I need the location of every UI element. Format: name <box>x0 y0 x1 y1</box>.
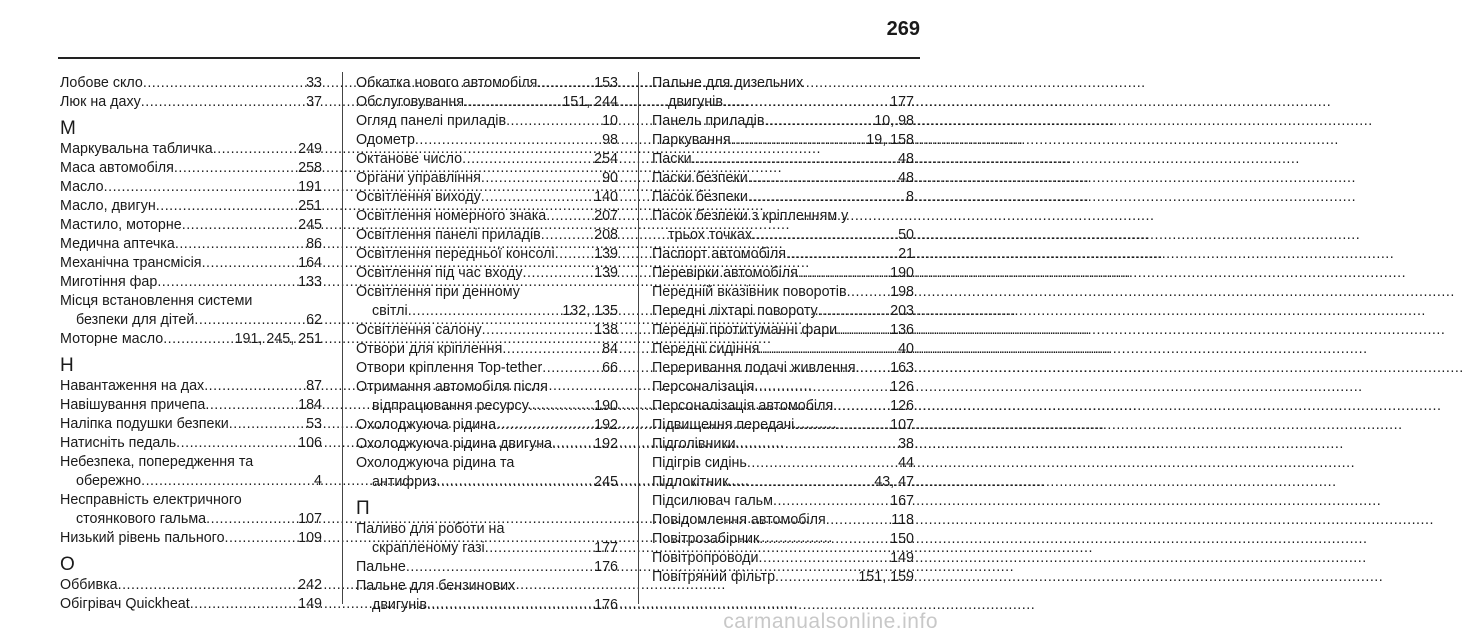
entry-term: Маркувальна табличка <box>60 141 213 157</box>
index-entry <box>356 454 618 492</box>
index-entry <box>652 264 914 283</box>
entry-term: Пальне <box>356 559 406 575</box>
index-entry <box>652 340 914 359</box>
page-reference: 98 <box>602 132 618 148</box>
entry-term: Отримання автомобіля після <box>356 379 548 395</box>
leader-dots <box>847 283 891 302</box>
index-entry <box>652 530 914 549</box>
index-entry <box>356 150 618 169</box>
entry-term: Масло <box>60 179 104 195</box>
page-reference: 109 <box>298 530 322 546</box>
leader-dots <box>502 340 602 359</box>
entry-term: Передні ліхтарі повороту <box>652 303 818 319</box>
page-reference: 48 <box>898 170 914 186</box>
leader-dots <box>427 596 594 615</box>
page-reference: 251 <box>298 198 322 214</box>
index-entry <box>60 254 322 273</box>
leader-dots <box>537 74 594 93</box>
leader-dots <box>202 254 299 273</box>
page-reference: 118 <box>891 512 914 528</box>
entry-term: Люк на даху <box>60 94 141 110</box>
entry-term: Натисніть педаль <box>60 435 177 451</box>
leader-dots <box>485 539 594 558</box>
leader-dots <box>731 131 867 150</box>
leader-dots <box>794 416 890 435</box>
page-reference: 106 <box>298 435 322 451</box>
leader-dots <box>174 159 298 178</box>
leader-dots <box>213 140 298 159</box>
leader-dots <box>529 397 594 416</box>
index-entry <box>60 273 322 292</box>
index-entry <box>356 558 618 577</box>
leader-dots <box>194 311 306 330</box>
page-reference: 177 <box>594 540 618 556</box>
leader-dots <box>141 472 314 491</box>
leader-dots <box>736 435 899 454</box>
page-reference: 62 <box>306 312 322 328</box>
entry-term: обережно <box>76 473 142 489</box>
entry-term: скрапленому газі <box>372 540 485 556</box>
leader-dots <box>176 434 298 453</box>
leader-dots <box>541 226 594 245</box>
leader-dots <box>798 264 890 283</box>
page-number: 269 <box>886 18 920 40</box>
page-reference: 208 <box>594 227 618 243</box>
entry-term: Освітлення при денному <box>356 284 520 300</box>
entry-term: Охолоджуюча рідина та <box>356 455 515 471</box>
section-letter: М <box>60 118 76 139</box>
page-reference: 245 <box>594 474 618 490</box>
page-reference: 151, 244 <box>562 94 618 110</box>
entry-term: Персоналізація автомобіля <box>652 398 834 414</box>
page-reference: 107 <box>890 417 914 433</box>
index-entry <box>652 378 914 397</box>
index-entry <box>60 330 322 349</box>
index-entry <box>356 435 618 454</box>
page-reference: 38 <box>898 436 914 452</box>
page-reference: 140 <box>594 189 618 205</box>
index-entry <box>60 93 322 112</box>
leader-dots <box>759 530 890 549</box>
page-reference: 126 <box>890 398 914 414</box>
page-reference: 184 <box>298 397 322 413</box>
leader-dots <box>163 330 234 349</box>
leader-dots <box>143 74 306 93</box>
section-letter: Н <box>60 355 74 376</box>
leader-dots <box>754 378 890 397</box>
page-reference: 192 <box>594 436 618 452</box>
index-entry <box>652 112 914 131</box>
index-column-2 <box>356 74 618 615</box>
leader-dots <box>692 150 898 169</box>
index-entry <box>356 520 618 558</box>
entry-term: Передні протитуманні фари <box>652 322 838 338</box>
index-entry <box>652 321 914 340</box>
leader-dots <box>826 511 891 530</box>
index-entry <box>652 74 914 112</box>
index-entry <box>652 150 914 169</box>
index-entry <box>652 416 914 435</box>
index-entry <box>356 264 618 283</box>
entry-term: стоянкового гальма <box>76 511 207 527</box>
index-entry <box>60 159 322 178</box>
index-entry <box>652 131 914 150</box>
index-entry <box>60 140 322 159</box>
page-reference: 207 <box>594 208 618 224</box>
entry-term: двигунів <box>372 597 427 613</box>
entry-term: відпрацювання ресурсу <box>372 398 529 414</box>
index-entry <box>356 188 618 207</box>
leader-dots <box>723 93 890 112</box>
entry-term: Навішування причепа <box>60 397 206 413</box>
leader-dots <box>748 188 906 207</box>
page-reference: 48 <box>898 151 914 167</box>
entry-term: Огляд панелі приладів <box>356 113 507 129</box>
entry-term: Повітропроводи <box>652 550 759 566</box>
page-reference: 4 <box>314 473 322 489</box>
index-entry <box>356 245 618 264</box>
page-reference: 249 <box>298 141 322 157</box>
leader-dots <box>837 321 890 340</box>
entry-term: світлі <box>372 303 408 319</box>
entry-term: Освітлення панелі приладів <box>356 227 541 243</box>
entry-term: Переривання подачі живлення <box>652 360 856 376</box>
page-reference: 86 <box>306 236 322 252</box>
entry-term: Отвори для кріплення <box>356 341 503 357</box>
page-reference: 258 <box>298 160 322 176</box>
index-entry <box>60 576 322 595</box>
page-reference: 191, 245, 251 <box>234 331 322 347</box>
column-divider <box>342 72 343 604</box>
entry-term: Паркування <box>652 132 731 148</box>
entry-term: Обкатка нового автомобіля <box>356 75 538 91</box>
index-entry <box>652 435 914 454</box>
page-reference: 40 <box>898 341 914 357</box>
entry-term: Пальне для бензинових <box>356 578 516 594</box>
page-reference: 133 <box>298 274 322 290</box>
leader-dots <box>786 245 898 264</box>
entry-term: Охолоджуюча рідина <box>356 417 497 433</box>
leader-dots <box>406 558 594 577</box>
index-entry <box>652 397 914 416</box>
entry-term: Освітлення виходу <box>356 189 481 205</box>
page-reference: 33 <box>306 75 322 91</box>
entry-term: Повідомлення автомобіля <box>652 512 826 528</box>
entry-term: Повітряний фільтр <box>652 569 776 585</box>
index-entry <box>652 454 914 473</box>
entry-term: Отвори кріплення Top-tether <box>356 360 543 376</box>
page-reference: 153 <box>594 75 618 91</box>
entry-term: Навантаження на дах <box>60 378 205 394</box>
entry-term: Передній вказівник поворотів <box>652 284 847 300</box>
page-reference: 132, 135 <box>562 303 618 319</box>
index-entry <box>356 321 618 340</box>
page-reference: 90 <box>602 170 618 186</box>
index-entry <box>652 169 914 188</box>
entry-term: Наліпка подушки безпеки <box>60 416 229 432</box>
leader-dots <box>856 359 891 378</box>
entry-term: Несправність електричного <box>60 492 242 508</box>
index-entry <box>356 416 618 435</box>
index-column-3 <box>652 74 914 587</box>
entry-term: Медична аптечка <box>60 236 175 252</box>
index-entry <box>60 292 322 330</box>
index-entry <box>60 595 322 614</box>
page-reference: 107 <box>298 511 322 527</box>
leader-dots <box>496 416 594 435</box>
entry-term: Підголівники <box>652 436 736 452</box>
index-entry <box>356 378 618 416</box>
entry-term: Освітлення передньої консолі <box>356 246 555 262</box>
leader-dots <box>728 473 874 492</box>
index-entry <box>652 283 914 302</box>
entry-term: Лобове скло <box>60 75 143 91</box>
index-entry <box>356 74 618 93</box>
entry-term: Пасок безпеки з кріпленням у <box>652 208 849 224</box>
page-reference: 163 <box>890 360 914 376</box>
index-entry <box>652 511 914 530</box>
entry-term: антифриз <box>372 474 437 490</box>
entry-term: Підігрів сидінь <box>652 455 747 471</box>
leader-dots <box>833 397 890 416</box>
leader-dots <box>759 549 891 568</box>
page-reference: 53 <box>306 416 322 432</box>
leader-dots <box>229 415 306 434</box>
index-entry <box>60 434 322 453</box>
page-reference: 8 <box>906 189 914 205</box>
leader-dots <box>104 178 299 197</box>
index-entry <box>60 415 322 434</box>
entry-term: трьох точках <box>668 227 753 243</box>
leader-dots <box>141 93 306 112</box>
entry-term: Підвищення передачі <box>652 417 795 433</box>
leader-dots <box>482 321 594 340</box>
page-reference: 19, 158 <box>866 132 914 148</box>
page-reference: 177 <box>890 94 914 110</box>
entry-term: Паски безпеки <box>652 170 748 186</box>
page-reference: 149 <box>298 596 322 612</box>
entry-term: Повітрозабірник <box>652 531 760 547</box>
entry-term: двигунів <box>668 94 723 110</box>
index-entry <box>60 74 322 93</box>
index-entry <box>60 377 322 396</box>
entry-term: Небезпека, попередження та <box>60 454 254 470</box>
page-reference: 190 <box>890 265 914 281</box>
index-entry <box>356 577 618 615</box>
entry-term: Освітлення номерного знака <box>356 208 547 224</box>
index-entry <box>356 112 618 131</box>
page-reference: 44 <box>898 455 914 471</box>
leader-dots <box>747 454 898 473</box>
entry-term: Місця встановлення системи <box>60 293 253 309</box>
leader-dots <box>408 302 563 321</box>
entry-term: Підсилювач гальм <box>652 493 773 509</box>
index-entry <box>652 245 914 264</box>
index-entry <box>356 359 618 378</box>
index-entry <box>356 169 618 188</box>
entry-term: Обслуговування <box>356 94 464 110</box>
page-reference: 10 <box>602 113 618 129</box>
entry-term: Мастило, моторне <box>60 217 182 233</box>
entry-term: Механічна трансмісія <box>60 255 202 271</box>
page-reference: 176 <box>594 597 618 613</box>
entry-term: Перевірки автомобіля <box>652 265 798 281</box>
index-entry <box>60 216 322 235</box>
entry-term: Низький рівень пального <box>60 530 225 546</box>
entry-term: Охолоджуюча рідина двигуна <box>356 436 553 452</box>
page-reference: 136 <box>890 322 914 338</box>
entry-term: безпеки для дітей <box>76 312 195 328</box>
page-reference: 150 <box>890 531 914 547</box>
page-reference: 149 <box>890 550 914 566</box>
page-reference: 126 <box>890 379 914 395</box>
page-reference: 242 <box>298 577 322 593</box>
leader-dots <box>225 529 299 548</box>
leader-dots <box>156 197 298 216</box>
leader-dots <box>542 359 602 378</box>
entry-term: Передні сидіння <box>652 341 760 357</box>
leader-dots <box>415 131 602 150</box>
page-reference: 191 <box>298 179 322 195</box>
index-entry <box>652 207 914 245</box>
page-reference: 176 <box>594 559 618 575</box>
leader-dots <box>748 169 898 188</box>
index-entry <box>60 491 322 529</box>
entry-term: Паливо для роботи на <box>356 521 505 537</box>
leader-dots <box>190 595 298 614</box>
page-reference: 254 <box>594 151 618 167</box>
leader-dots <box>555 245 594 264</box>
entry-term: Органи управління <box>356 170 481 186</box>
index-entry <box>356 340 618 359</box>
leader-dots <box>205 396 298 415</box>
entry-term: Одометр <box>356 132 415 148</box>
page-reference: 245 <box>298 217 322 233</box>
leader-dots <box>437 473 595 492</box>
index-entry <box>356 207 618 226</box>
entry-term: Персоналізація <box>652 379 755 395</box>
page-reference: 139 <box>594 246 618 262</box>
page-reference: 66 <box>602 360 618 376</box>
column-divider <box>638 72 639 604</box>
entry-term: Паски <box>652 151 692 167</box>
leader-dots <box>481 169 602 188</box>
leader-dots <box>182 216 298 235</box>
page-reference: 139 <box>594 265 618 281</box>
entry-term: Пальне для дизельних <box>652 75 804 91</box>
index-entry <box>652 473 914 492</box>
index-entry <box>652 188 914 207</box>
leader-dots <box>464 93 562 112</box>
leader-dots <box>752 226 898 245</box>
leader-dots <box>481 188 594 207</box>
index-entry <box>60 235 322 254</box>
index-entry <box>356 93 618 112</box>
leader-dots <box>118 576 299 595</box>
leader-dots <box>818 302 890 321</box>
leader-dots <box>462 150 594 169</box>
entry-term: Підлокітник <box>652 474 729 490</box>
index-column-1 <box>60 74 322 614</box>
entry-term: Пасок безпеки <box>652 189 748 205</box>
index-entry <box>60 529 322 548</box>
page-reference: 203 <box>890 303 914 319</box>
leader-dots <box>175 235 306 254</box>
entry-term: Панель приладів <box>652 113 765 129</box>
entry-term: Миготіння фар <box>60 274 158 290</box>
index-entry <box>60 453 322 491</box>
entry-term: Масло, двигун <box>60 198 156 214</box>
leader-dots <box>157 273 298 292</box>
leader-dots <box>204 377 306 396</box>
leader-dots <box>552 435 594 454</box>
page-reference: 84 <box>602 341 618 357</box>
entry-term: Маса автомобіля <box>60 160 174 176</box>
page-reference: 21 <box>898 246 914 262</box>
entry-term: Освітлення салону <box>356 322 482 338</box>
entry-term: Освітлення під час входу <box>356 265 523 281</box>
page-reference: 190 <box>594 398 618 414</box>
page-reference: 198 <box>890 284 914 300</box>
index-entry <box>652 549 914 568</box>
leader-dots <box>764 112 874 131</box>
index-entry <box>60 178 322 197</box>
index-entry <box>652 492 914 511</box>
watermark: carmanualsonline.info <box>723 610 938 633</box>
page-reference: 192 <box>594 417 618 433</box>
page-reference: 50 <box>898 227 914 243</box>
index-entry <box>652 568 914 587</box>
index-entry <box>60 396 322 415</box>
index-entry <box>356 226 618 245</box>
entry-term: Обігрівач Quickheat <box>60 596 190 612</box>
page-reference: 151, 159 <box>858 569 914 585</box>
entry-term: Оббивка <box>60 577 118 593</box>
section-letter: О <box>60 554 75 575</box>
index-entry <box>652 359 914 378</box>
leader-dots <box>775 568 858 587</box>
leader-dots <box>523 264 595 283</box>
index-entry <box>60 197 322 216</box>
page-reference: 43, 47 <box>874 474 914 490</box>
page-reference: 10, 98 <box>874 113 914 129</box>
leader-dots <box>759 340 898 359</box>
entry-term: Моторне масло <box>60 331 164 347</box>
index-entry <box>652 302 914 321</box>
page-reference: 87 <box>306 378 322 394</box>
entry-term: Паспорт автомобіля <box>652 246 787 262</box>
leader-dots <box>506 112 602 131</box>
page-reference: 164 <box>298 255 322 271</box>
page-reference: 167 <box>890 493 914 509</box>
leader-dots <box>546 207 594 226</box>
index-entry <box>356 131 618 150</box>
leader-dots <box>206 510 298 529</box>
page-reference: 37 <box>306 94 322 110</box>
page-reference: 138 <box>594 322 618 338</box>
header-rule <box>58 57 920 59</box>
entry-term: Октанове число <box>356 151 463 167</box>
section-letter: П <box>356 498 370 519</box>
leader-dots <box>773 492 890 511</box>
index-entry <box>356 283 618 321</box>
